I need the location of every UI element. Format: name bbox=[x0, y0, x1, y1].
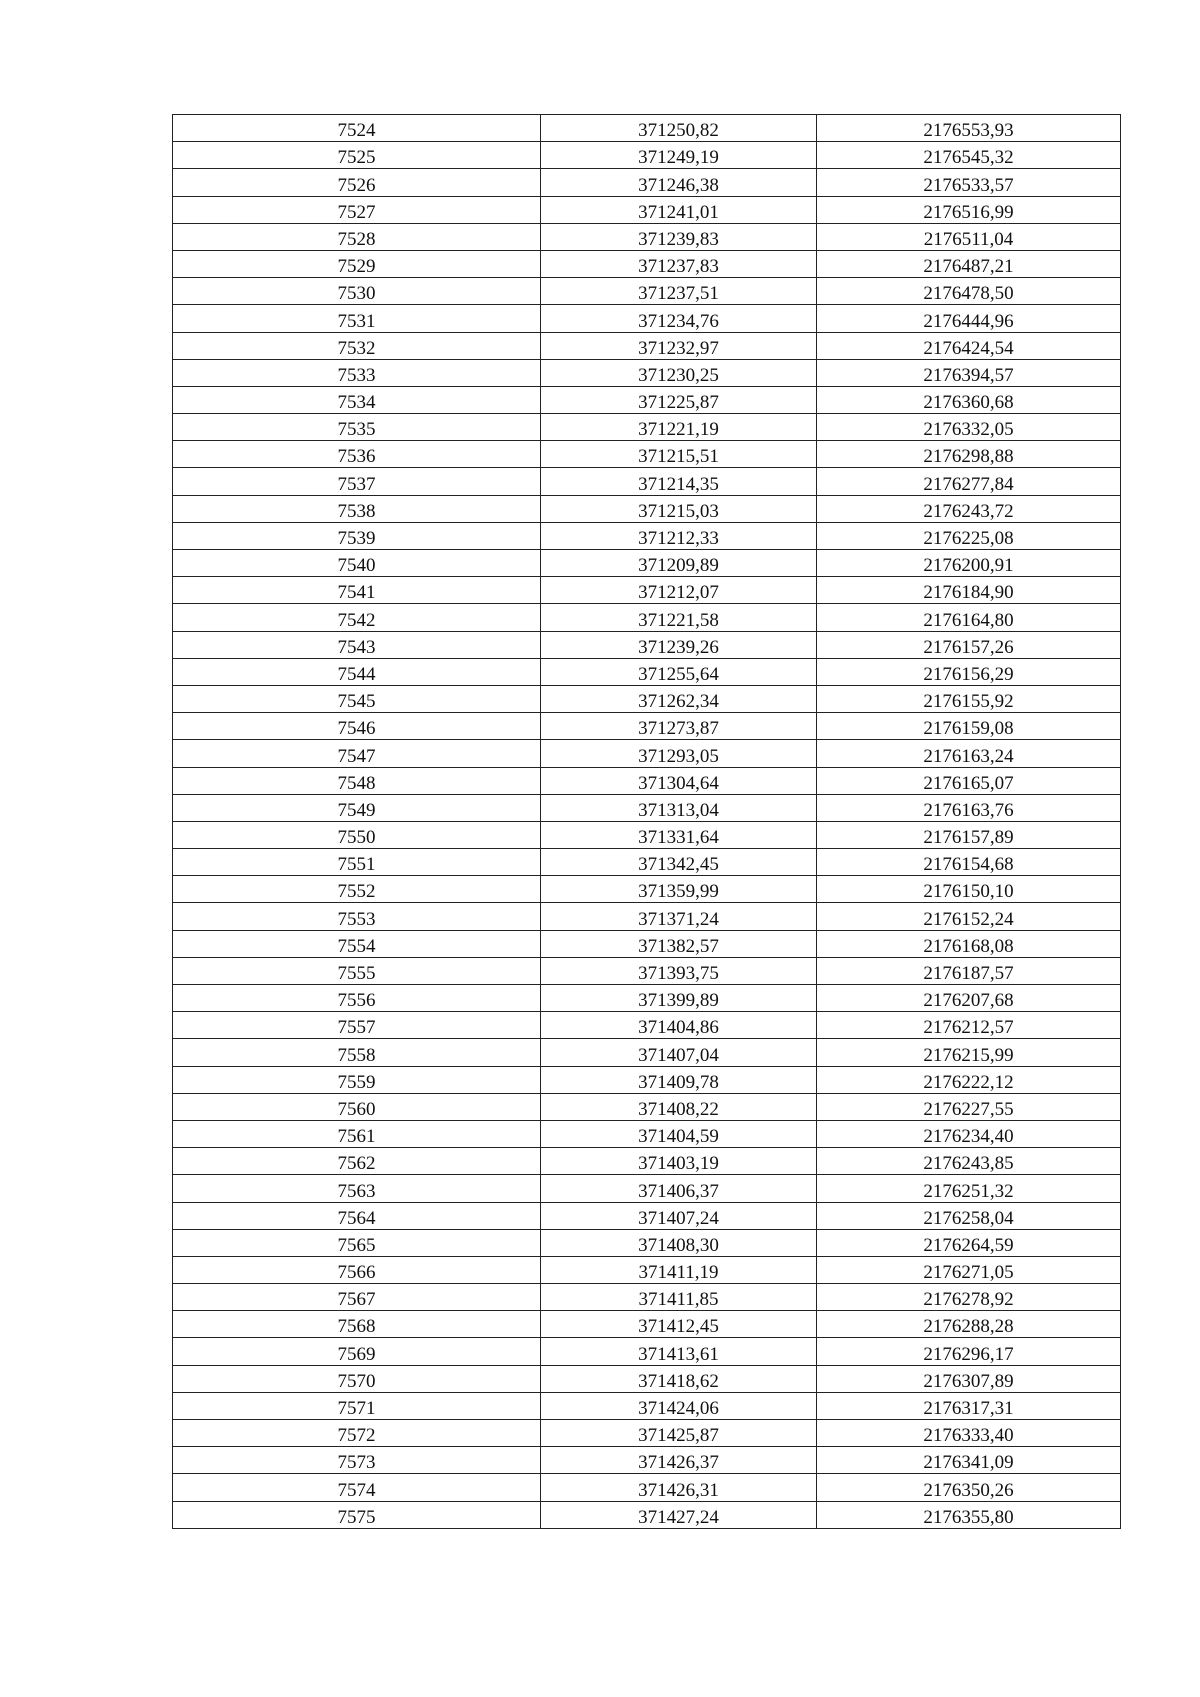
table-row bbox=[173, 278, 1121, 305]
point-number-cell: 7541 bbox=[173, 577, 541, 604]
y-coordinate-cell: 2176156,29 bbox=[817, 658, 1121, 685]
x-coordinate-cell: 371393,75 bbox=[541, 957, 817, 984]
x-coordinate-cell: 371412,45 bbox=[541, 1311, 817, 1338]
table-row bbox=[173, 359, 1121, 386]
x-coordinate-cell: 371404,86 bbox=[541, 1012, 817, 1039]
y-coordinate-cell: 2176545,32 bbox=[817, 142, 1121, 169]
table-row bbox=[173, 1256, 1121, 1283]
point-number-cell: 7544 bbox=[173, 658, 541, 685]
y-coordinate-cell: 2176207,68 bbox=[817, 985, 1121, 1012]
y-coordinate-cell: 2176164,80 bbox=[817, 604, 1121, 631]
x-coordinate-cell: 371250,82 bbox=[541, 115, 817, 142]
table-row bbox=[173, 577, 1121, 604]
y-coordinate-cell: 2176243,85 bbox=[817, 1148, 1121, 1175]
y-coordinate-cell: 2176258,04 bbox=[817, 1202, 1121, 1229]
table-row bbox=[173, 332, 1121, 359]
y-coordinate-cell: 2176243,72 bbox=[817, 495, 1121, 522]
y-coordinate-cell: 2176163,76 bbox=[817, 794, 1121, 821]
table-row bbox=[173, 903, 1121, 930]
y-coordinate-cell: 2176212,57 bbox=[817, 1012, 1121, 1039]
x-coordinate-cell: 371425,87 bbox=[541, 1420, 817, 1447]
point-number-cell: 7528 bbox=[173, 223, 541, 250]
y-coordinate-cell: 2176487,21 bbox=[817, 250, 1121, 277]
y-coordinate-cell: 2176350,26 bbox=[817, 1474, 1121, 1501]
point-number-cell: 7570 bbox=[173, 1365, 541, 1392]
x-coordinate-cell: 371221,58 bbox=[541, 604, 817, 631]
table-row bbox=[173, 930, 1121, 957]
y-coordinate-cell: 2176444,96 bbox=[817, 305, 1121, 332]
x-coordinate-cell: 371359,99 bbox=[541, 876, 817, 903]
x-coordinate-cell: 371239,83 bbox=[541, 223, 817, 250]
table-row bbox=[173, 441, 1121, 468]
table-row bbox=[173, 169, 1121, 196]
y-coordinate-cell: 2176154,68 bbox=[817, 849, 1121, 876]
point-number-cell: 7542 bbox=[173, 604, 541, 631]
table-row bbox=[173, 821, 1121, 848]
table-row bbox=[173, 1148, 1121, 1175]
point-number-cell: 7540 bbox=[173, 550, 541, 577]
point-number-cell: 7571 bbox=[173, 1392, 541, 1419]
point-number-cell: 7552 bbox=[173, 876, 541, 903]
point-number-cell: 7561 bbox=[173, 1120, 541, 1147]
x-coordinate-cell: 371304,64 bbox=[541, 767, 817, 794]
table-row bbox=[173, 1175, 1121, 1202]
x-coordinate-cell: 371409,78 bbox=[541, 1066, 817, 1093]
x-coordinate-cell: 371237,83 bbox=[541, 250, 817, 277]
table-row bbox=[173, 767, 1121, 794]
point-number-cell: 7549 bbox=[173, 794, 541, 821]
table-row bbox=[173, 985, 1121, 1012]
point-number-cell: 7573 bbox=[173, 1447, 541, 1474]
point-number-cell: 7547 bbox=[173, 740, 541, 767]
point-number-cell: 7555 bbox=[173, 957, 541, 984]
point-number-cell: 7575 bbox=[173, 1501, 541, 1528]
point-number-cell: 7566 bbox=[173, 1256, 541, 1283]
x-coordinate-cell: 371426,37 bbox=[541, 1447, 817, 1474]
point-number-cell: 7548 bbox=[173, 767, 541, 794]
x-coordinate-cell: 371241,01 bbox=[541, 196, 817, 223]
table-row bbox=[173, 1338, 1121, 1365]
table-row bbox=[173, 1392, 1121, 1419]
table-row bbox=[173, 1229, 1121, 1256]
coordinates-table-body bbox=[173, 115, 1121, 1529]
y-coordinate-cell: 2176332,05 bbox=[817, 414, 1121, 441]
y-coordinate-cell: 2176234,40 bbox=[817, 1120, 1121, 1147]
table-row bbox=[173, 550, 1121, 577]
x-coordinate-cell: 371212,07 bbox=[541, 577, 817, 604]
table-row bbox=[173, 1066, 1121, 1093]
x-coordinate-cell: 371232,97 bbox=[541, 332, 817, 359]
y-coordinate-cell: 2176296,17 bbox=[817, 1338, 1121, 1365]
y-coordinate-cell: 2176271,05 bbox=[817, 1256, 1121, 1283]
y-coordinate-cell: 2176394,57 bbox=[817, 359, 1121, 386]
x-coordinate-cell: 371215,51 bbox=[541, 441, 817, 468]
point-number-cell: 7533 bbox=[173, 359, 541, 386]
point-number-cell: 7551 bbox=[173, 849, 541, 876]
point-number-cell: 7538 bbox=[173, 495, 541, 522]
x-coordinate-cell: 371371,24 bbox=[541, 903, 817, 930]
y-coordinate-cell: 2176159,08 bbox=[817, 713, 1121, 740]
point-number-cell: 7558 bbox=[173, 1039, 541, 1066]
point-number-cell: 7562 bbox=[173, 1148, 541, 1175]
x-coordinate-cell: 371239,26 bbox=[541, 631, 817, 658]
point-number-cell: 7537 bbox=[173, 468, 541, 495]
y-coordinate-cell: 2176264,59 bbox=[817, 1229, 1121, 1256]
table-row bbox=[173, 250, 1121, 277]
point-number-cell: 7536 bbox=[173, 441, 541, 468]
table-row bbox=[173, 522, 1121, 549]
point-number-cell: 7525 bbox=[173, 142, 541, 169]
table-row bbox=[173, 1501, 1121, 1528]
x-coordinate-cell: 371234,76 bbox=[541, 305, 817, 332]
y-coordinate-cell: 2176298,88 bbox=[817, 441, 1121, 468]
point-number-cell: 7526 bbox=[173, 169, 541, 196]
table-row bbox=[173, 1039, 1121, 1066]
point-number-cell: 7560 bbox=[173, 1093, 541, 1120]
y-coordinate-cell: 2176533,57 bbox=[817, 169, 1121, 196]
x-coordinate-cell: 371214,35 bbox=[541, 468, 817, 495]
x-coordinate-cell: 371293,05 bbox=[541, 740, 817, 767]
y-coordinate-cell: 2176317,31 bbox=[817, 1392, 1121, 1419]
point-number-cell: 7564 bbox=[173, 1202, 541, 1229]
x-coordinate-cell: 371225,87 bbox=[541, 386, 817, 413]
point-number-cell: 7563 bbox=[173, 1175, 541, 1202]
table-row bbox=[173, 305, 1121, 332]
table-row bbox=[173, 658, 1121, 685]
table-row bbox=[173, 196, 1121, 223]
y-coordinate-cell: 2176355,80 bbox=[817, 1501, 1121, 1528]
point-number-cell: 7531 bbox=[173, 305, 541, 332]
x-coordinate-cell: 371424,06 bbox=[541, 1392, 817, 1419]
y-coordinate-cell: 2176553,93 bbox=[817, 115, 1121, 142]
x-coordinate-cell: 371399,89 bbox=[541, 985, 817, 1012]
x-coordinate-cell: 371382,57 bbox=[541, 930, 817, 957]
x-coordinate-cell: 371313,04 bbox=[541, 794, 817, 821]
x-coordinate-cell: 371215,03 bbox=[541, 495, 817, 522]
y-coordinate-cell: 2176251,32 bbox=[817, 1175, 1121, 1202]
table-row bbox=[173, 223, 1121, 250]
y-coordinate-cell: 2176225,08 bbox=[817, 522, 1121, 549]
point-number-cell: 7539 bbox=[173, 522, 541, 549]
table-row bbox=[173, 1012, 1121, 1039]
point-number-cell: 7559 bbox=[173, 1066, 541, 1093]
y-coordinate-cell: 2176288,28 bbox=[817, 1311, 1121, 1338]
y-coordinate-cell: 2176157,89 bbox=[817, 821, 1121, 848]
x-coordinate-cell: 371342,45 bbox=[541, 849, 817, 876]
y-coordinate-cell: 2176168,08 bbox=[817, 930, 1121, 957]
x-coordinate-cell: 371407,24 bbox=[541, 1202, 817, 1229]
point-number-cell: 7530 bbox=[173, 278, 541, 305]
point-number-cell: 7565 bbox=[173, 1229, 541, 1256]
table-row bbox=[173, 794, 1121, 821]
y-coordinate-cell: 2176155,92 bbox=[817, 685, 1121, 712]
table-row bbox=[173, 740, 1121, 767]
table-row bbox=[173, 142, 1121, 169]
y-coordinate-cell: 2176150,10 bbox=[817, 876, 1121, 903]
y-coordinate-cell: 2176516,99 bbox=[817, 196, 1121, 223]
y-coordinate-cell: 2176333,40 bbox=[817, 1420, 1121, 1447]
y-coordinate-cell: 2176163,24 bbox=[817, 740, 1121, 767]
x-coordinate-cell: 371418,62 bbox=[541, 1365, 817, 1392]
y-coordinate-cell: 2176187,57 bbox=[817, 957, 1121, 984]
y-coordinate-cell: 2176360,68 bbox=[817, 386, 1121, 413]
point-number-cell: 7546 bbox=[173, 713, 541, 740]
x-coordinate-cell: 371411,85 bbox=[541, 1284, 817, 1311]
point-number-cell: 7556 bbox=[173, 985, 541, 1012]
point-number-cell: 7534 bbox=[173, 386, 541, 413]
point-number-cell: 7524 bbox=[173, 115, 541, 142]
point-number-cell: 7545 bbox=[173, 685, 541, 712]
point-number-cell: 7553 bbox=[173, 903, 541, 930]
point-number-cell: 7557 bbox=[173, 1012, 541, 1039]
point-number-cell: 7568 bbox=[173, 1311, 541, 1338]
x-coordinate-cell: 371249,19 bbox=[541, 142, 817, 169]
point-number-cell: 7550 bbox=[173, 821, 541, 848]
x-coordinate-cell: 371230,25 bbox=[541, 359, 817, 386]
y-coordinate-cell: 2176424,54 bbox=[817, 332, 1121, 359]
x-coordinate-cell: 371209,89 bbox=[541, 550, 817, 577]
x-coordinate-cell: 371331,64 bbox=[541, 821, 817, 848]
y-coordinate-cell: 2176227,55 bbox=[817, 1093, 1121, 1120]
table-row bbox=[173, 849, 1121, 876]
y-coordinate-cell: 2176511,04 bbox=[817, 223, 1121, 250]
table-row bbox=[173, 1093, 1121, 1120]
table-row bbox=[173, 495, 1121, 522]
table-row bbox=[173, 1202, 1121, 1229]
y-coordinate-cell: 2176278,92 bbox=[817, 1284, 1121, 1311]
x-coordinate-cell: 371413,61 bbox=[541, 1338, 817, 1365]
table-row bbox=[173, 1474, 1121, 1501]
x-coordinate-cell: 371406,37 bbox=[541, 1175, 817, 1202]
table-row bbox=[173, 604, 1121, 631]
x-coordinate-cell: 371221,19 bbox=[541, 414, 817, 441]
x-coordinate-cell: 371408,22 bbox=[541, 1093, 817, 1120]
table-row bbox=[173, 414, 1121, 441]
table-row bbox=[173, 1284, 1121, 1311]
y-coordinate-cell: 2176200,91 bbox=[817, 550, 1121, 577]
table-row bbox=[173, 1120, 1121, 1147]
y-coordinate-cell: 2176165,07 bbox=[817, 767, 1121, 794]
y-coordinate-cell: 2176341,09 bbox=[817, 1447, 1121, 1474]
x-coordinate-cell: 371262,34 bbox=[541, 685, 817, 712]
table-row bbox=[173, 957, 1121, 984]
y-coordinate-cell: 2176478,50 bbox=[817, 278, 1121, 305]
x-coordinate-cell: 371212,33 bbox=[541, 522, 817, 549]
y-coordinate-cell: 2176157,26 bbox=[817, 631, 1121, 658]
point-number-cell: 7567 bbox=[173, 1284, 541, 1311]
point-number-cell: 7554 bbox=[173, 930, 541, 957]
x-coordinate-cell: 371411,19 bbox=[541, 1256, 817, 1283]
table-row bbox=[173, 1311, 1121, 1338]
x-coordinate-cell: 371237,51 bbox=[541, 278, 817, 305]
point-number-cell: 7532 bbox=[173, 332, 541, 359]
table-row bbox=[173, 1365, 1121, 1392]
x-coordinate-cell: 371273,87 bbox=[541, 713, 817, 740]
table-row bbox=[173, 713, 1121, 740]
y-coordinate-cell: 2176215,99 bbox=[817, 1039, 1121, 1066]
x-coordinate-cell: 371408,30 bbox=[541, 1229, 817, 1256]
y-coordinate-cell: 2176222,12 bbox=[817, 1066, 1121, 1093]
x-coordinate-cell: 371427,24 bbox=[541, 1501, 817, 1528]
coordinates-table bbox=[172, 114, 1121, 1529]
table-row bbox=[173, 876, 1121, 903]
y-coordinate-cell: 2176152,24 bbox=[817, 903, 1121, 930]
point-number-cell: 7529 bbox=[173, 250, 541, 277]
point-number-cell: 7543 bbox=[173, 631, 541, 658]
table-row bbox=[173, 631, 1121, 658]
table-row bbox=[173, 685, 1121, 712]
y-coordinate-cell: 2176277,84 bbox=[817, 468, 1121, 495]
point-number-cell: 7572 bbox=[173, 1420, 541, 1447]
table-row bbox=[173, 1420, 1121, 1447]
point-number-cell: 7535 bbox=[173, 414, 541, 441]
table-row bbox=[173, 468, 1121, 495]
y-coordinate-cell: 2176184,90 bbox=[817, 577, 1121, 604]
point-number-cell: 7527 bbox=[173, 196, 541, 223]
table-row bbox=[173, 1447, 1121, 1474]
x-coordinate-cell: 371403,19 bbox=[541, 1148, 817, 1175]
point-number-cell: 7574 bbox=[173, 1474, 541, 1501]
x-coordinate-cell: 371407,04 bbox=[541, 1039, 817, 1066]
table-row bbox=[173, 115, 1121, 142]
x-coordinate-cell: 371426,31 bbox=[541, 1474, 817, 1501]
y-coordinate-cell: 2176307,89 bbox=[817, 1365, 1121, 1392]
x-coordinate-cell: 371246,38 bbox=[541, 169, 817, 196]
point-number-cell: 7569 bbox=[173, 1338, 541, 1365]
x-coordinate-cell: 371255,64 bbox=[541, 658, 817, 685]
table-row bbox=[173, 386, 1121, 413]
x-coordinate-cell: 371404,59 bbox=[541, 1120, 817, 1147]
